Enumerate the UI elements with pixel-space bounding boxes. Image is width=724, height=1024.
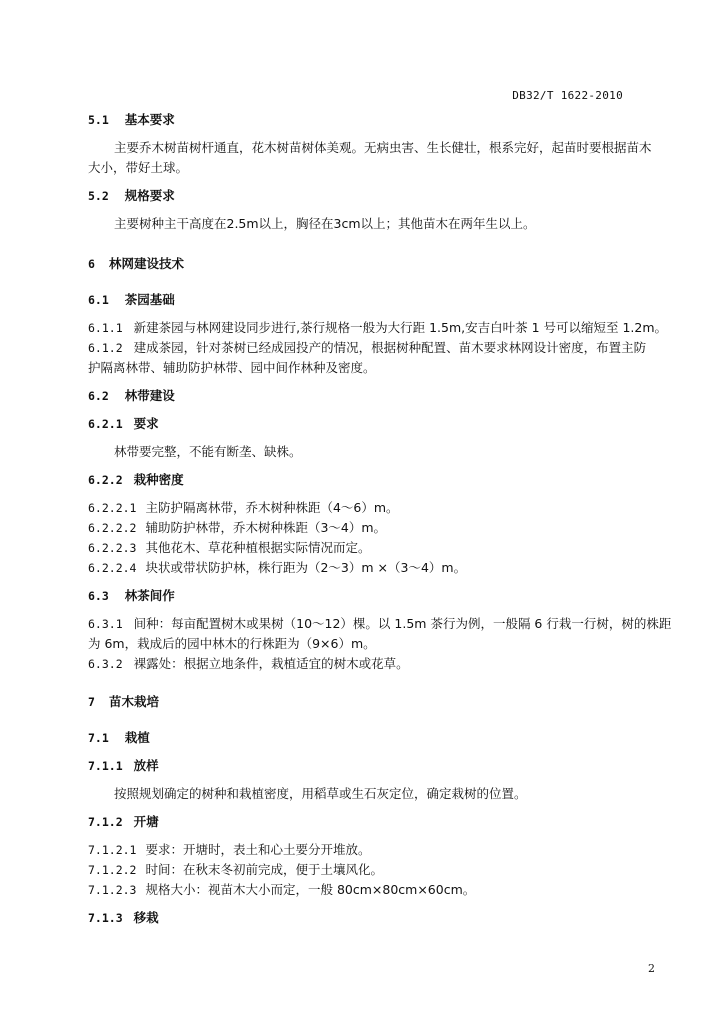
clause-text: 裸露处：根据立地条件，栽植适宜的树木或花草。 (133, 656, 409, 671)
clause-text: 块状或带状防护林，株行距为（2～3）m ×（3～4）m。 (145, 560, 467, 575)
section-heading-7-1-2 (88, 814, 159, 830)
clause-7-1-2-3 (88, 882, 475, 898)
clause-6-3-2 (88, 656, 409, 672)
clause-number: 6.1.1 (88, 321, 123, 335)
section-number: 6.2.1 (88, 417, 123, 431)
clause-number: 6.3.1 (88, 617, 123, 631)
clause-text: 主防护隔离林带，乔木树种株距（4～6）m。 (145, 500, 399, 515)
section-heading-5-1 (88, 112, 175, 128)
section-heading-7-1 (88, 730, 150, 746)
clause-6-1-2 (88, 340, 646, 356)
clause-7-1-2-2 (88, 862, 383, 878)
clause-6-2-2-1 (88, 500, 399, 516)
paragraph-line: 大小，带好土球。 (88, 160, 189, 175)
section-heading-7-1-3 (88, 910, 159, 926)
section-title: 基本要求 (124, 112, 175, 127)
clause-number: 6.1.2 (88, 341, 123, 355)
clause-text: 间种：每亩配置树木或果树（10～12）棵。以 1.5m 茶行为例，一般隔 6 行栽一行树，树的株距 (133, 616, 672, 631)
section-number: 7 (88, 695, 95, 709)
clause-text: 新建茶园与林网建设同步进行,茶行规格一般为大行距 1.5m,安吉白叶茶 1 号可以缩短至 1.2m。 (133, 320, 668, 335)
clause-text: 要求：开塘时，表土和心土要分开堆放。 (145, 842, 371, 857)
clause-number: 6.2.2.4 (88, 561, 137, 575)
section-title: 苗木栽培 (108, 694, 159, 709)
paragraph-line: 主要树种主干高度在2.5m以上，胸径在3cm以上；其他苗木在两年生以上。 (114, 216, 536, 231)
section-number: 7.1.3 (88, 911, 123, 925)
clause-number: 7.1.2.3 (88, 883, 137, 897)
section-heading-6 (88, 256, 184, 272)
clause-text: 辅助防护林带，乔木树种株距（3～4）m。 (145, 520, 387, 535)
section-title: 林茶间作 (124, 588, 175, 603)
clause-text: 其他花木、草花种植根据实际情况而定。 (145, 540, 371, 555)
clause-text: 规格大小：视苗木大小而定，一般 80cm×80cm×60cm。 (145, 882, 476, 897)
section-number: 7.1 (88, 731, 109, 745)
section-number: 7.1.1 (88, 759, 123, 773)
clause-6-2-2-2 (88, 520, 386, 536)
section-heading-7 (88, 694, 159, 710)
section-title: 要求 (133, 416, 159, 431)
clause-number: 7.1.2.2 (88, 863, 137, 877)
section-title: 栽植 (124, 730, 150, 745)
section-number: 6.1 (88, 293, 109, 307)
section-title: 茶园基础 (124, 292, 175, 307)
clause-6-1-1 (88, 320, 667, 336)
section-title: 开塘 (133, 814, 159, 829)
clause-7-1-2-1 (88, 842, 370, 858)
paragraph-line: 主要乔木树苗树杆通直，花木树苗树体美观。无病虫害、生长健壮，根系完好，起苗时要根据苗木 (114, 140, 652, 155)
section-number: 6.3 (88, 589, 109, 603)
standard-code: DB32/T 1622-2010 (512, 89, 623, 102)
clause-number: 6.2.2.1 (88, 501, 137, 515)
section-number: 6.2 (88, 389, 109, 403)
clause-number: 6.2.2.3 (88, 541, 137, 555)
clause-6-3-1 (88, 616, 671, 632)
clause-text: 建成茶园，针对茶树已经成园投产的情况，根据树种配置、苗木要求林网设计密度，布置主防 (133, 340, 647, 355)
clause-6-2-2-4 (88, 560, 466, 576)
section-number: 6 (88, 257, 95, 271)
section-number: 5.1 (88, 113, 109, 127)
section-title: 移栽 (133, 910, 159, 925)
section-number: 5.2 (88, 189, 109, 203)
clause-continuation: 为 6m，栽成后的园中林木的行株距为（9×6）m。 (88, 636, 376, 651)
paragraph-line: 林带要完整，不能有断垄、缺株。 (114, 444, 302, 459)
paragraph-line: 按照规划确定的树种和栽植密度，用稻草或生石灰定位，确定栽树的位置。 (114, 786, 527, 801)
section-heading-6-2 (88, 388, 175, 404)
section-title: 林带建设 (124, 388, 175, 403)
section-number: 6.2.2 (88, 473, 123, 487)
section-title: 规格要求 (124, 188, 175, 203)
section-heading-6-3 (88, 588, 175, 604)
section-title: 放样 (133, 758, 159, 773)
section-heading-5-2 (88, 188, 175, 204)
section-heading-6-1 (88, 292, 175, 308)
section-title: 栽种密度 (133, 472, 184, 487)
section-number: 7.1.2 (88, 815, 123, 829)
section-heading-6-2-1 (88, 416, 159, 432)
section-heading-7-1-1 (88, 758, 159, 774)
clause-text: 时间：在秋末冬初前完成，便于土壤风化。 (145, 862, 383, 877)
section-heading-6-2-2 (88, 472, 184, 488)
section-title: 林网建设技术 (108, 256, 184, 271)
clause-number: 6.2.2.2 (88, 521, 137, 535)
clause-number: 6.3.2 (88, 657, 123, 671)
page-number: 2 (648, 962, 655, 975)
clause-number: 7.1.2.1 (88, 843, 137, 857)
clause-continuation: 护隔离林带、辅助防护林带、园中间作林种及密度。 (88, 360, 376, 375)
clause-6-2-2-3 (88, 540, 370, 556)
